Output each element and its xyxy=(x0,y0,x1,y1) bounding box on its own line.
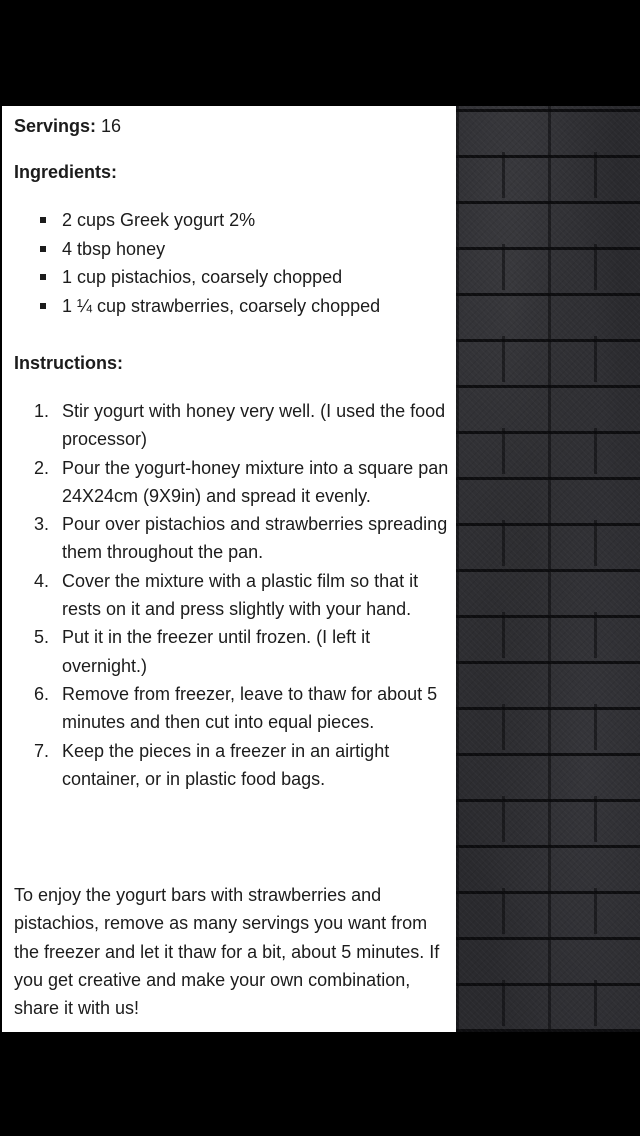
ingredient-text: 2 cups Greek yogurt 2% xyxy=(62,210,256,230)
ingredient-item xyxy=(14,292,380,321)
closing-paragraph: To enjoy the yogurt bars with strawberries and pistachios, remove as many servings you want from the freezer and let it thaw for a bit, about 5 minutes. If you get creative and make your own combination, share it with us! xyxy=(14,885,440,1019)
step-text: Keep the pieces in a freezer in an airtight container, or in plastic food bags. xyxy=(62,740,390,789)
step-number: 7. xyxy=(34,740,50,761)
step-number: 1. xyxy=(34,401,50,421)
ingredient-text: 1 cup pistachios, coarsely chopped xyxy=(62,267,343,287)
ingredient-item xyxy=(14,235,380,264)
step-number: 6. xyxy=(34,683,50,704)
step-text: Pour the yogurt-honey mixture into a square pan 24X24cm (9X9in) and spread it evenly. xyxy=(62,457,449,506)
bullet-icon xyxy=(40,303,46,309)
instruction-step xyxy=(14,680,450,737)
step-number: 5. xyxy=(34,627,50,648)
brick-wall-background xyxy=(456,106,640,1032)
step-text: Put it in the freezer until frozen. (I left it overnight.) xyxy=(62,627,371,676)
instruction-step xyxy=(14,737,450,794)
brick-texture xyxy=(456,106,640,1032)
ingredient-item xyxy=(14,263,380,292)
servings-label: Servings: xyxy=(14,116,97,136)
bottom-black-bar xyxy=(0,1032,640,1136)
instruction-step xyxy=(14,567,450,624)
step-number: 3. xyxy=(34,514,50,535)
ingredient-item xyxy=(14,206,380,235)
servings-line xyxy=(14,114,121,138)
top-black-bar xyxy=(0,0,640,106)
instruction-step xyxy=(14,623,450,680)
ingredients-heading: Ingredients: xyxy=(14,162,118,182)
instruction-step xyxy=(14,454,450,511)
step-number: 2. xyxy=(34,457,50,478)
step-text: Pour over pistachios and strawberries spreading them throughout the pan. xyxy=(62,514,448,563)
step-number: 4. xyxy=(34,570,50,591)
step-text: Cover the mixture with a plastic film so that it rests on it and press slightly with your hand. xyxy=(62,570,419,620)
ingredient-text: 4 tbsp honey xyxy=(62,238,166,259)
ingredient-text: 1 ¼ cup strawberries, coarsely chopped xyxy=(62,295,381,316)
instruction-step xyxy=(14,510,450,567)
instructions-list xyxy=(14,397,450,793)
ingredients-list xyxy=(14,206,380,320)
bullet-icon xyxy=(40,217,46,223)
recipe-text-panel[interactable] xyxy=(2,106,456,1032)
bullet-icon xyxy=(40,246,46,252)
step-text: Stir yogurt with honey very well. (I used the food processor) xyxy=(62,401,446,450)
bullet-icon xyxy=(40,274,46,280)
instruction-step xyxy=(14,397,450,454)
step-text: Remove from freezer, leave to thaw for about 5 minutes and then cut into equal pieces. xyxy=(62,683,438,733)
instructions-heading: Instructions: xyxy=(14,353,124,373)
servings-value: 16 xyxy=(101,116,122,136)
